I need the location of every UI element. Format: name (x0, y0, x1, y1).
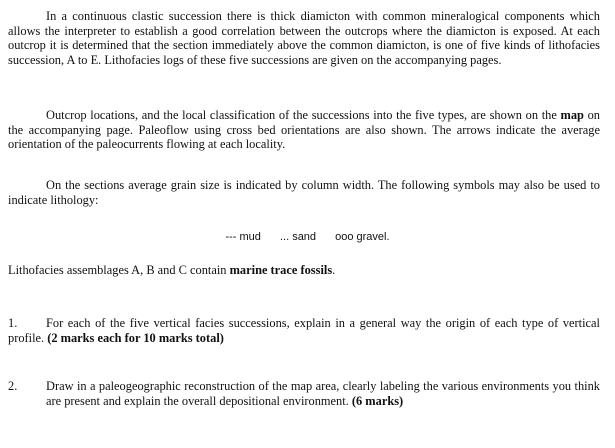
lithology-symbols (0, 230, 615, 244)
question-2-number: 2. (8, 379, 18, 393)
symbol-sand: ... sand (279, 231, 317, 243)
symbol-gravel: ooo gravel. (335, 231, 390, 243)
question-2-marks: (6 marks) (351, 393, 404, 408)
intro-paragraph-1-text: In a continuous clastic succession there is thick diamicton with common mineralogical components which allows the interpreter to establish a good correlation between the outcrops where the diamicton is exposed. At each outcrop it is determined that the section immediately above the common diamicton, is one of five kinds of lithofacies succession, A to E. Lithofacies logs of these five successions are given on the accompanying pages. (8, 9, 600, 67)
question-1-text: For each of the five vertical facies successions, explain in a general way the origin of each type of vertical profile. (8, 316, 600, 345)
question-1-marks: (2 marks each for 10 marks total) (47, 330, 224, 345)
question-1-body (8, 316, 600, 345)
trace-fossils-statement (8, 263, 600, 278)
question-1 (8, 316, 600, 345)
question-2-text: Draw in a paleogeographic reconstruction of the map area, clearly labeling the various environments you think are present and explain the overall depositional environment. (46, 379, 600, 408)
intro-paragraph-symbols (8, 178, 600, 207)
intro-paragraph-2-text-b: on the accompanying page. Paleoflow using cross bed orientations are also shown. The arrows indicate the average orientation of the paleocurrents flowing at each locality. (8, 108, 600, 152)
question-1-number: 1. (8, 316, 18, 330)
intro-paragraph-2-text-a: Outcrop locations, and the local classification of the successions into the five types, are shown on the (46, 108, 561, 122)
map-keyword: map (560, 108, 584, 122)
trace-fossils-text-a: Lithofacies assemblages A, B and C contain (8, 263, 230, 277)
intro-paragraph-succession (8, 9, 600, 67)
marine-trace-fossils-keyword: marine trace fossils (229, 263, 333, 277)
question-2 (8, 379, 600, 408)
intro-paragraph-3-text: On the sections average grain size is indicated by column width. The following symbols may also be used to indicate lithology: (8, 178, 600, 207)
trace-fossils-text-b: . (332, 263, 336, 277)
question-2-body (46, 379, 600, 408)
symbol-mud: --- mud (225, 231, 261, 243)
intro-paragraph-map (8, 108, 600, 152)
